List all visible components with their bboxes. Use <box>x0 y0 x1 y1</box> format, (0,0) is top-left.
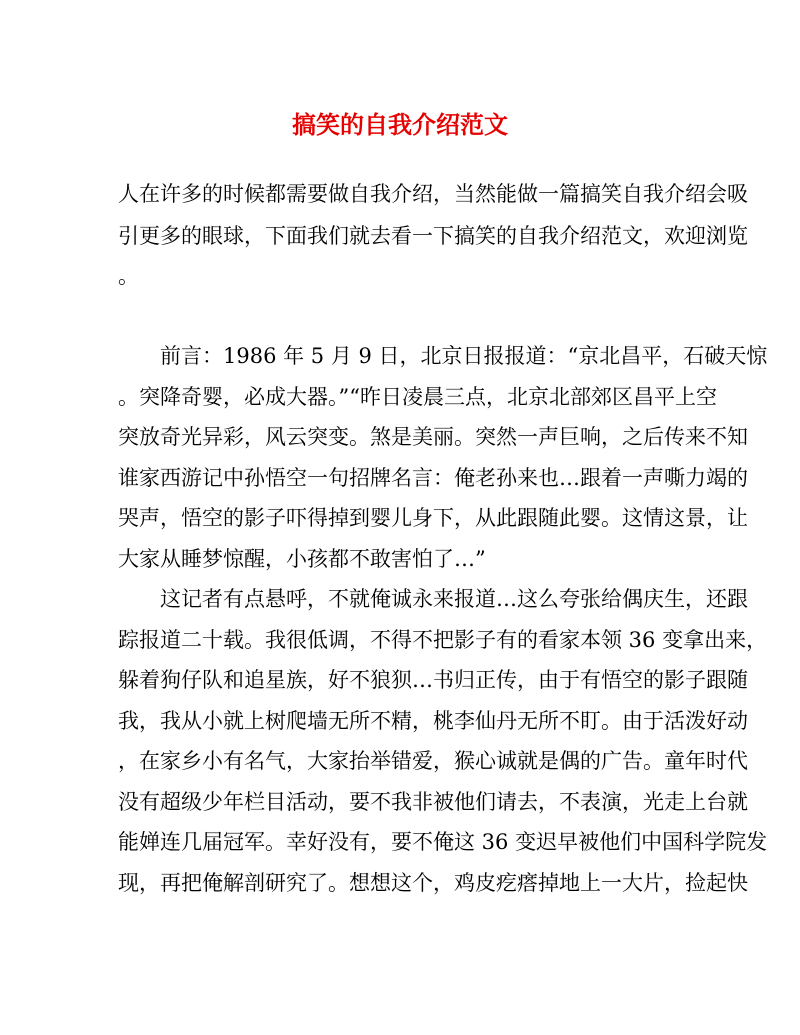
document-title: 搞笑的自我介绍范文 <box>292 110 508 139</box>
paragraph-line: ，在家乡小有名气，大家抬举错爱，猴心诚就是偶的广告。童年时代 <box>118 749 748 773</box>
paragraph-line: 大家从睡梦惊醒，小孩都不敢害怕了…” <box>118 547 486 571</box>
paragraph-line: 。突降奇婴，必成大器。”“昨日凌晨三点，北京北部郊区昌平上空 <box>118 385 717 409</box>
paragraph-line: 这记者有点悬呼，不就俺诚永来报道…这么夸张给偶庆生，还跟 <box>118 587 748 611</box>
paragraph-line: 突放奇光异彩，风云突变。煞是美丽。突然一声巨响，之后传来不知 <box>118 425 748 449</box>
paragraph-line: 能婵连几届冠军。幸好没有，要不俺这 36 变迟早被他们中国科学院发 <box>118 830 768 854</box>
paragraph-line: 踪报道二十载。我很低调，不得不把影子有的看家本领 36 变拿出来， <box>118 628 768 652</box>
paragraph-line: 前言：1986 年 5 月 9 日，北京日报报道：“京北昌平，石破天惊 <box>118 344 768 368</box>
paragraph-line: 躲着狗仔队和追星族，好不狼狈…书归正传，由于有悟空的影子跟随 <box>118 668 748 692</box>
paragraph-line: 哭声，悟空的影子吓得掉到婴儿身下，从此跟随此婴。这情这景，让 <box>118 506 748 530</box>
paragraph-line: 我，我从小就上树爬墙无所不精，桃李仙丹无所不盯。由于活泼好动 <box>118 709 748 733</box>
paragraph-line: 现，再把俺解剖研究了。想想这个，鸡皮疙瘩掉地上一大片，捡起快 <box>118 871 748 895</box>
paragraph-line: 没有超级少年栏目活动，要不我非被他们请去，不表演，光走上台就 <box>118 790 748 814</box>
paragraph-line: 人在许多的时候都需要做自我介绍，当然能做一篇搞笑自我介绍会吸 <box>118 182 748 206</box>
paragraph-line: 。 <box>118 264 139 288</box>
paragraph-line: 引更多的眼球，下面我们就去看一下搞笑的自我介绍范文，欢迎浏览 <box>118 224 748 248</box>
paragraph-line: 谁家西游记中孙悟空一句招牌名言：俺老孙来也…跟着一声嘶力竭的 <box>118 466 748 490</box>
